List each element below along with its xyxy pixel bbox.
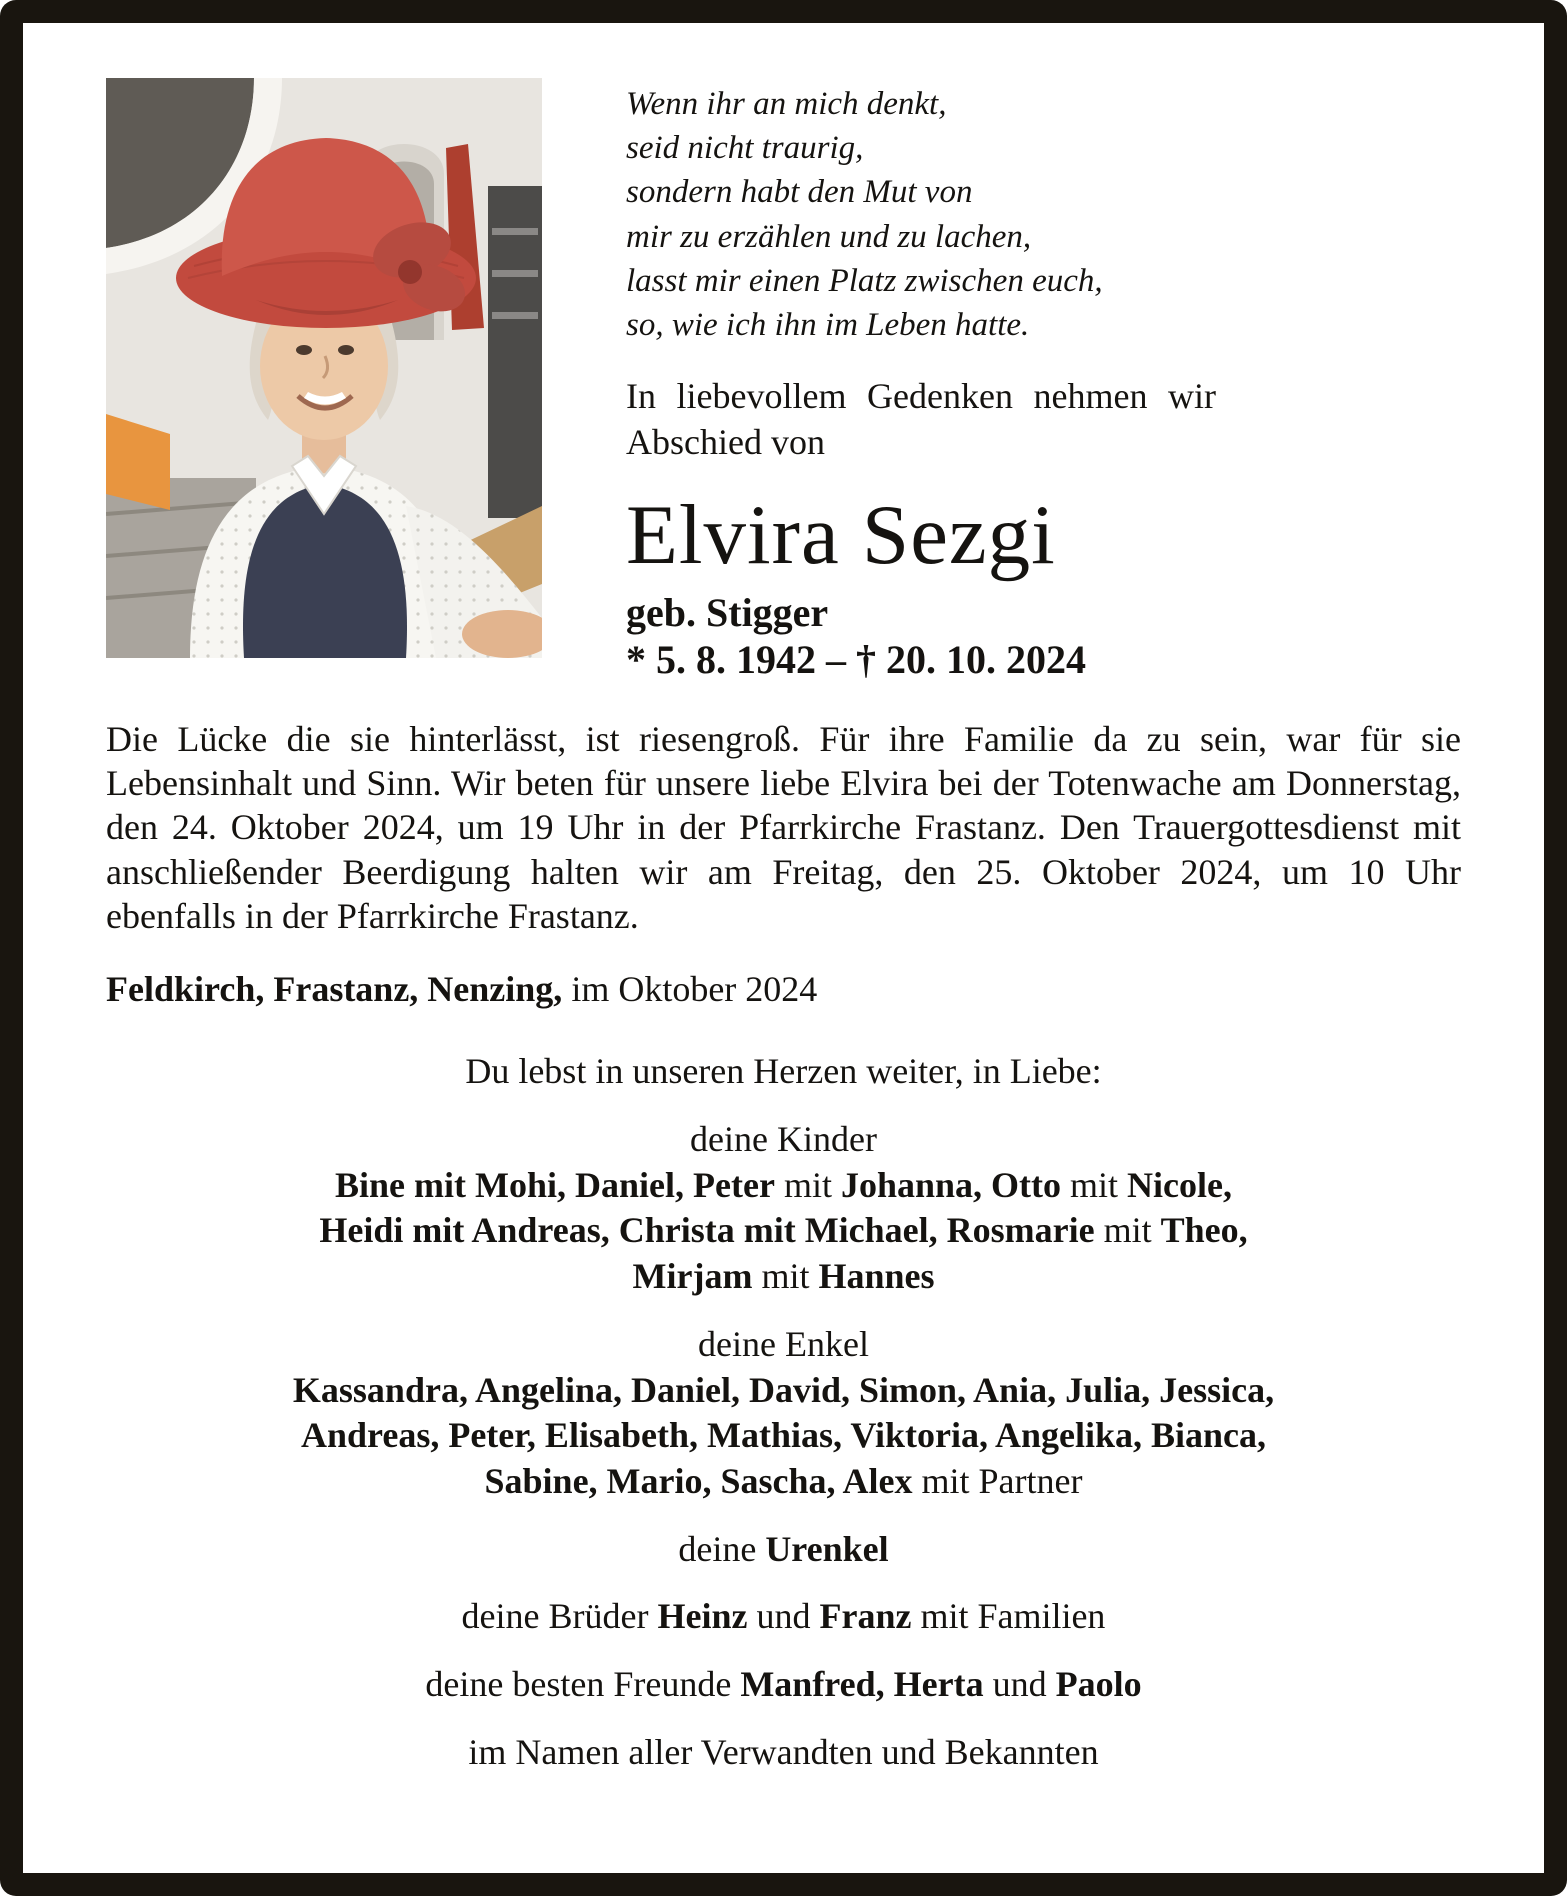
- deceased-name: Elvira Sezgi: [626, 488, 1056, 583]
- poem-line: seid nicht traurig,: [626, 130, 864, 167]
- freunde-line: deine besten Freunde Manfred, Herta und Paolo: [425, 1664, 1142, 1705]
- closing-line: im Namen aller Verwandten und Bekannten: [468, 1731, 1099, 1772]
- group-label-enkel: deine Enkel: [698, 1323, 869, 1364]
- portrait-illustration: [106, 78, 542, 658]
- places-date-line: Feldkirch, Frastanz, Nenzing, im Oktober 2024: [106, 969, 818, 1010]
- poem-line: mir zu erzählen und zu lachen,: [626, 218, 1032, 255]
- poem-line: sondern habt den Mut von: [626, 174, 973, 211]
- enkel-names-line-3: Sabine, Mario, Sascha, Alex mit Partner: [484, 1460, 1083, 1501]
- maiden-name: geb. Stigger: [626, 589, 829, 635]
- life-dates: * 5. 8. 1942 – † 20. 10. 2024: [626, 636, 1086, 682]
- farewell-intro: In liebevollem Gedenken nehmen wir Abschied von: [626, 376, 1216, 463]
- announcement-text: Die Lücke die sie hinterlässt, ist riesengroß. Für ihre Familie da zu sein, war für sie Lebensinhalt und Sinn. Wir beten für unsere liebe Elvira bei der Totenwache am Donnerstag, den 24. Oktober 2024, um 19 Uhr in der Pfarrkirche Frastanz. Den Trauergottesdienst mit anschließender Beerdigung halten wir am Freitag, den 25. Oktober 2024, um 10 Uhr ebenfalls in der Pfarrkirche Frastanz.: [106, 718, 1461, 936]
- group-label-kinder: deine Kinder: [690, 1118, 877, 1159]
- memorial-poem: [626, 82, 1216, 347]
- poem-line: so, wie ich ihn im Leben hatte.: [626, 307, 1030, 344]
- card-content: [23, 23, 1544, 1776]
- portrait-photo: [106, 78, 542, 658]
- kinder-names-line-1: Bine mit Mohi, Daniel, Peter mit Johanna, Otto mit Nicole,: [335, 1164, 1232, 1205]
- poem-line: Wenn ihr an mich denkt,: [626, 86, 947, 122]
- tribute-section: [106, 1049, 1461, 1775]
- urenkel-line: deine Urenkel: [678, 1528, 889, 1569]
- kinder-names-line-2: Heidi mit Andreas, Christa mit Michael, Rosmarie mit Theo,: [319, 1210, 1248, 1251]
- enkel-names-line-2: Andreas, Peter, Elisabeth, Mathias, Viktoria, Angelika, Bianca,: [300, 1415, 1267, 1456]
- enkel-names-line-1: Kassandra, Angelina, Daniel, David, Simon, Ania, Julia, Jessica,: [292, 1369, 1275, 1410]
- poem-line: lasst mir einen Platz zwischen euch,: [626, 262, 1103, 299]
- kinder-names-line-3: Mirjam mit Hannes: [632, 1256, 935, 1297]
- obituary-card: [23, 23, 1544, 1873]
- header-section: [106, 78, 1461, 683]
- tribute-intro: Du lebst in unseren Herzen weiter, in Liebe:: [465, 1051, 1102, 1092]
- header-text-column: [626, 78, 1216, 683]
- brueder-line: deine Brüder Heinz und Franz mit Familien: [461, 1596, 1106, 1637]
